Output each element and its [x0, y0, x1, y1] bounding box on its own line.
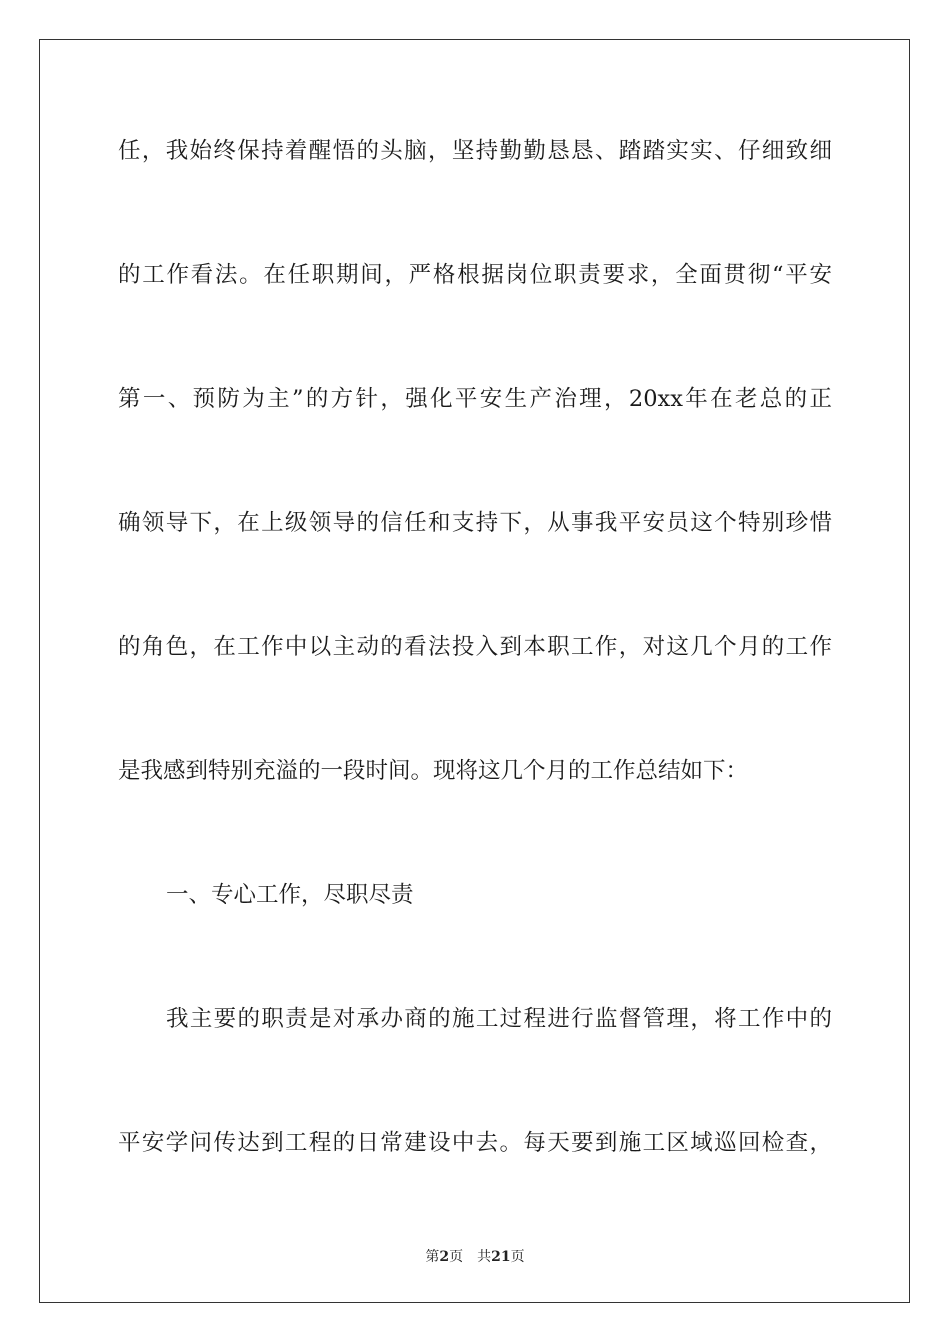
body-line-2: 的工作看法。在任职期间，严格根据岗位职责要求，全面贯彻“平安	[118, 262, 832, 288]
total-prefix: 共	[477, 1249, 492, 1265]
page-border	[39, 39, 910, 1303]
body-line-6: 是我感到特别充溢的一段时间。现将这几个月的工作总结如下：	[118, 758, 749, 784]
total-suffix: 页	[510, 1249, 525, 1265]
body-line-9: 平安学问传达到工程的日常建设中去。每天要到施工区域巡回检查，	[118, 1130, 832, 1156]
body-line-5: 的角色，在工作中以主动的看法投入到本职工作，对这几个月的工作	[118, 634, 832, 660]
page-number: 2	[439, 1249, 450, 1265]
body-line-4: 确领导下，在上级领导的信任和支持下，从事我平安员这个特别珍惜	[118, 510, 832, 536]
page-suffix: 页	[449, 1249, 464, 1265]
body-line-1: 任，我始终保持着醒悟的头脑，坚持勤勤恳恳、踏踏实实、仔细致细	[118, 138, 832, 164]
page-prefix: 第	[425, 1249, 440, 1265]
page-footer	[0, 1248, 950, 1266]
body-line-8: 我主要的职责是对承办商的施工过程进行监督管理，将工作中的	[166, 1006, 832, 1032]
section-heading: 一、专心工作，尽职尽责	[166, 882, 414, 908]
total-pages: 21	[491, 1249, 511, 1265]
body-line-3: 第一、预防为主”的方针，强化平安生产治理，20xx年在老总的正	[118, 386, 832, 412]
